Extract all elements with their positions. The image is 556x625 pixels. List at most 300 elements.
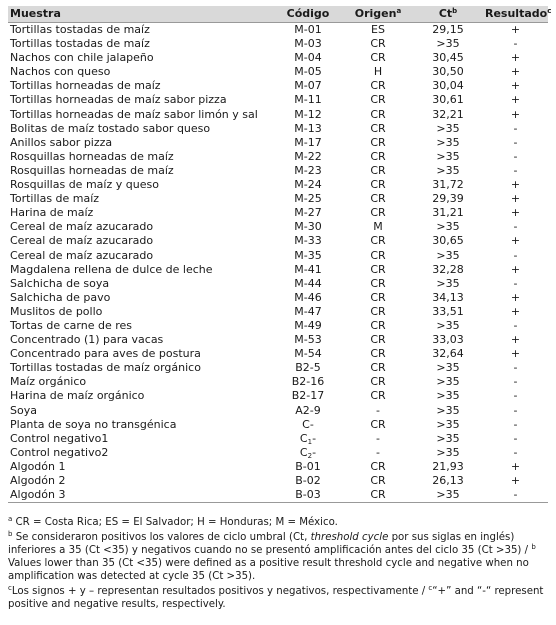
footnote-b-text-1: Se consideraron positivos los valores de ciclo umbral (Ct, — [12, 532, 311, 543]
cell-code-text: M-47 — [294, 304, 322, 318]
cell-origin — [343, 404, 413, 418]
cell-origin-text: H — [373, 65, 383, 79]
cell-ct-text: >35 — [436, 276, 460, 290]
table-row — [8, 446, 548, 460]
cell-ct — [413, 389, 483, 403]
cell-origin-text: CR — [370, 290, 386, 304]
cell-result-text: - — [513, 37, 518, 51]
cell-result-text: - — [513, 488, 518, 502]
cell-code — [273, 361, 343, 375]
cell-code-text: M-46 — [294, 290, 322, 304]
cell-code-text: B-03 — [295, 488, 321, 502]
cell-code-subscript: 2 — [307, 451, 313, 460]
cell-code-text: B-01 — [295, 459, 321, 473]
cell-result-text: + — [510, 459, 521, 473]
cell-code-text: M-13 — [294, 121, 322, 135]
cell-code — [273, 51, 343, 65]
cell-code — [273, 375, 343, 389]
cell-code-text: B2-16 — [291, 375, 325, 389]
cell-result — [483, 446, 548, 460]
cell-result-text: - — [513, 417, 518, 431]
cell-origin-text: M — [373, 220, 383, 234]
cell-origin-text: CR — [370, 459, 386, 473]
cell-code — [273, 319, 343, 333]
cell-ct — [413, 404, 483, 418]
cell-ct-text: 30,50 — [432, 65, 464, 79]
footnote-c — [8, 585, 544, 611]
table-row — [8, 432, 548, 446]
table-header — [8, 6, 552, 23]
cell-ct-text: >35 — [436, 389, 460, 403]
cell-ct — [413, 206, 483, 220]
cell-origin-text: CR — [370, 163, 386, 177]
cell-result — [483, 206, 548, 220]
cell-origin-text: CR — [370, 276, 386, 290]
cell-code — [273, 37, 343, 51]
table-row — [8, 305, 548, 319]
cell-ct-text: 32,64 — [432, 347, 464, 361]
cell-origin — [343, 220, 413, 234]
cell-sample — [8, 65, 273, 79]
cell-origin — [343, 136, 413, 150]
cell-result-text: + — [510, 192, 521, 206]
cell-ct — [413, 418, 483, 432]
header-sample-label: Muestra — [10, 7, 61, 20]
cell-origin-text: CR — [370, 488, 386, 502]
cell-origin — [343, 93, 413, 107]
cell-result — [483, 23, 548, 38]
table-row — [8, 234, 548, 248]
cell-origin — [343, 460, 413, 474]
cell-result — [483, 361, 548, 375]
header-sample — [8, 6, 273, 23]
cell-origin-text: CR — [370, 304, 386, 318]
cell-origin-text: CR — [370, 234, 386, 248]
cell-origin — [343, 37, 413, 51]
cell-ct-text: >35 — [436, 318, 460, 332]
cell-code-text: M-54 — [294, 347, 322, 361]
cell-sample-text: Tortas de carne de res — [10, 318, 133, 332]
cell-sample-text: Algodón 1 — [10, 459, 66, 473]
cell-origin-text: CR — [370, 262, 386, 276]
cell-sample — [8, 234, 273, 248]
cell-sample — [8, 178, 273, 192]
cell-ct-text: >35 — [436, 431, 460, 445]
cell-sample-text: Cereal de maíz azucarado — [10, 248, 154, 262]
cell-result — [483, 249, 548, 263]
table-row — [8, 347, 548, 361]
table-row — [8, 389, 548, 403]
cell-sample — [8, 460, 273, 474]
cell-code-text: M-12 — [294, 107, 322, 121]
cell-ct — [413, 263, 483, 277]
table-row — [8, 164, 548, 178]
cell-origin — [343, 234, 413, 248]
cell-code — [273, 263, 343, 277]
cell-ct — [413, 277, 483, 291]
header-origin-label: Origen — [354, 7, 397, 20]
cell-result-text: - — [513, 276, 518, 290]
cell-result — [483, 164, 548, 178]
cell-result-text: + — [510, 333, 521, 347]
cell-ct-text: >35 — [436, 488, 460, 502]
cell-origin — [343, 319, 413, 333]
cell-origin-text: CR — [370, 347, 386, 361]
cell-result — [483, 474, 548, 488]
cell-sample — [8, 333, 273, 347]
cell-sample-text: Salchicha de soya — [10, 276, 110, 290]
cell-sample — [8, 305, 273, 319]
table-row — [8, 108, 548, 122]
cell-result — [483, 234, 548, 248]
cell-ct — [413, 37, 483, 51]
cell-origin — [343, 418, 413, 432]
cell-origin — [343, 164, 413, 178]
footnote-a-mark: a — [8, 515, 13, 523]
cell-sample-text: Rosquillas de maíz y queso — [10, 178, 159, 192]
cell-code-subscript: 1 — [307, 437, 313, 446]
table-row — [8, 79, 548, 93]
cell-code-text: M-05 — [294, 65, 322, 79]
footnote-c-mark-2: c — [428, 584, 433, 592]
cell-result-text: - — [513, 248, 518, 262]
cell-result — [483, 418, 548, 432]
cell-ct-text: >35 — [436, 403, 460, 417]
cell-code — [273, 347, 343, 361]
cell-ct-text: >35 — [436, 149, 460, 163]
cell-sample — [8, 79, 273, 93]
cell-result-text: + — [510, 347, 521, 361]
header-ct-label: Ct — [438, 7, 453, 20]
cell-result-text: - — [513, 163, 518, 177]
cell-result-text: - — [513, 375, 518, 389]
cell-code — [273, 150, 343, 164]
cell-sample — [8, 347, 273, 361]
cell-origin — [343, 375, 413, 389]
cell-result — [483, 375, 548, 389]
cell-ct-text: 33,03 — [432, 333, 464, 347]
cell-origin-text: ES — [371, 23, 385, 36]
cell-ct — [413, 150, 483, 164]
cell-result-text: - — [513, 121, 518, 135]
cell-code-text: B2-17 — [291, 389, 325, 403]
cell-origin-text: - — [376, 445, 380, 459]
cell-code-text: M-30 — [294, 220, 322, 234]
cell-sample — [8, 263, 273, 277]
cell-sample — [8, 319, 273, 333]
cell-origin-text: CR — [370, 37, 386, 51]
cell-ct — [413, 136, 483, 150]
cell-result-text: - — [513, 403, 518, 417]
cell-sample-text: Salchicha de pavo — [10, 290, 111, 304]
cell-code-text: B-02 — [295, 474, 321, 487]
cell-origin-text: CR — [370, 149, 386, 163]
cell-ct-text: 30,45 — [432, 51, 464, 65]
cell-sample-text: Planta de soya no transgénica — [10, 417, 177, 431]
cell-code-text: M-03 — [294, 37, 322, 51]
cell-code-text: M-35 — [294, 248, 322, 262]
cell-origin — [343, 389, 413, 403]
cell-result-text: + — [510, 474, 521, 487]
cell-code-text: C — [299, 431, 308, 445]
cell-result-text: - — [513, 431, 518, 445]
cell-code — [273, 460, 343, 474]
cell-code-text: M-01 — [294, 23, 322, 36]
cell-code — [273, 122, 343, 136]
cell-sample-text: Magdalena rellena de dulce de leche — [10, 262, 213, 276]
table-row — [8, 206, 548, 220]
cell-sample-text: Rosquillas horneadas de maíz — [10, 149, 174, 163]
cell-code — [273, 234, 343, 248]
cell-sample — [8, 277, 273, 291]
cell-sample — [8, 291, 273, 305]
table-row — [8, 333, 548, 347]
cell-sample — [8, 37, 273, 51]
table-row — [8, 192, 548, 206]
cell-ct — [413, 347, 483, 361]
cell-origin — [343, 333, 413, 347]
cell-result-text: + — [510, 65, 521, 79]
cell-ct — [413, 234, 483, 248]
cell-ct-text: 29,15 — [432, 23, 464, 36]
cell-origin-text: CR — [370, 51, 386, 65]
cell-origin-text: CR — [370, 121, 386, 135]
cell-sample-text: Maíz orgánico — [10, 375, 87, 389]
cell-sample-text: Concentrado (1) para vacas — [10, 333, 164, 347]
cell-code-text: M-25 — [294, 192, 322, 206]
cell-origin — [343, 206, 413, 220]
cell-code-text: C — [299, 445, 308, 459]
cell-sample — [8, 375, 273, 389]
cell-origin — [343, 361, 413, 375]
cell-ct-text: >35 — [436, 417, 460, 431]
cell-sample-text: Tortillas tostadas de maíz — [10, 37, 150, 51]
cell-origin — [343, 79, 413, 93]
cell-code — [273, 432, 343, 446]
cell-ct — [413, 460, 483, 474]
cell-sample — [8, 488, 273, 503]
cell-code-text: C- — [302, 417, 314, 431]
table-row — [8, 291, 548, 305]
table-row — [8, 361, 548, 375]
cell-origin-text: CR — [370, 318, 386, 332]
cell-sample — [8, 164, 273, 178]
cell-ct-text: 30,04 — [432, 79, 464, 93]
cell-code — [273, 164, 343, 178]
cell-origin — [343, 51, 413, 65]
cell-sample-text: Cereal de maíz azucarado — [10, 220, 154, 234]
cell-code-text: A2-9 — [295, 403, 321, 417]
cell-result — [483, 488, 548, 503]
cell-result — [483, 37, 548, 51]
cell-result — [483, 305, 548, 319]
cell-origin — [343, 178, 413, 192]
cell-ct — [413, 108, 483, 122]
cell-result — [483, 263, 548, 277]
table-row — [8, 404, 548, 418]
header-result-label: Resultado — [485, 7, 548, 20]
header-row — [8, 6, 548, 23]
table-row — [8, 93, 548, 107]
table-row — [8, 418, 548, 432]
cell-ct-text: >35 — [436, 121, 460, 135]
cell-sample — [8, 150, 273, 164]
table-row — [8, 220, 548, 234]
cell-sample-text: Muslitos de pollo — [10, 304, 103, 318]
cell-sample-text: Algodón 2 — [10, 474, 66, 487]
table-row — [8, 65, 548, 79]
header-origin-footnote-mark: a — [396, 7, 402, 15]
cell-origin-text: - — [376, 431, 380, 445]
cell-sample — [8, 23, 273, 38]
cell-code-text: M-27 — [294, 206, 322, 220]
cell-result — [483, 220, 548, 234]
cell-result — [483, 136, 548, 150]
header-result — [483, 6, 552, 23]
table-row — [8, 249, 548, 263]
cell-code — [273, 93, 343, 107]
table-row — [8, 277, 548, 291]
cell-ct-text: >35 — [436, 37, 460, 51]
cell-code-text: M-44 — [294, 276, 322, 290]
header-code — [273, 6, 343, 23]
table-row — [8, 488, 548, 503]
cell-code-text: M-22 — [294, 149, 322, 163]
cell-result — [483, 65, 548, 79]
cell-origin-text: CR — [370, 107, 386, 121]
cell-result-text: + — [510, 51, 521, 65]
cell-code-text: M-23 — [294, 163, 322, 177]
cell-ct — [413, 361, 483, 375]
cell-result-text: + — [510, 93, 521, 107]
cell-ct — [413, 51, 483, 65]
cell-code — [273, 178, 343, 192]
cell-ct — [413, 79, 483, 93]
cell-sample — [8, 418, 273, 432]
cell-sample — [8, 108, 273, 122]
cell-ct-text: 31,21 — [432, 206, 464, 220]
cell-ct-text: 34,13 — [432, 290, 464, 304]
cell-ct — [413, 220, 483, 234]
cell-ct-text: 32,28 — [432, 262, 464, 276]
cell-result-text: + — [510, 234, 521, 248]
cell-ct — [413, 249, 483, 263]
cell-sample-text: Tortillas tostadas de maíz orgánico — [10, 361, 201, 375]
cell-ct — [413, 93, 483, 107]
table-body — [8, 23, 548, 503]
table-row — [8, 178, 548, 192]
cell-ct-text: >35 — [436, 248, 460, 262]
cell-origin — [343, 150, 413, 164]
cell-ct-text: 32,21 — [432, 107, 464, 121]
table-row — [8, 474, 548, 488]
cell-result-text: - — [513, 135, 518, 149]
cell-result-text: + — [510, 79, 521, 93]
table-row — [8, 263, 548, 277]
cell-sample-text: Nachos con queso — [10, 65, 111, 79]
cell-code — [273, 192, 343, 206]
cell-code — [273, 206, 343, 220]
cell-ct — [413, 178, 483, 192]
cell-ct-text: >35 — [436, 220, 460, 234]
cell-origin — [343, 446, 413, 460]
cell-origin — [343, 347, 413, 361]
cell-ct — [413, 488, 483, 503]
cell-origin — [343, 488, 413, 503]
cell-origin — [343, 108, 413, 122]
cell-result — [483, 51, 548, 65]
cell-result — [483, 291, 548, 305]
cell-result — [483, 319, 548, 333]
cell-sample-text: Cereal de maíz azucarado — [10, 234, 154, 248]
cell-sample-text: Bolitas de maíz tostado sabor queso — [10, 121, 211, 135]
footnote-b-text-3: Values lower than 35 (Ct <35) were defined as a positive result threshold cycle and negative when no amplification was detected at cycle 35 (Ct >35). — [8, 558, 529, 582]
cell-result-text: + — [510, 206, 521, 220]
cell-result — [483, 460, 548, 474]
cell-sample — [8, 206, 273, 220]
cell-result — [483, 347, 548, 361]
header-ct-footnote-mark: b — [452, 7, 458, 15]
cell-result-text: - — [513, 445, 518, 459]
cell-ct — [413, 305, 483, 319]
cell-sample — [8, 404, 273, 418]
cell-sample — [8, 51, 273, 65]
cell-ct-text: 31,72 — [432, 178, 464, 192]
cell-result-text: + — [510, 178, 521, 192]
cell-result — [483, 108, 548, 122]
cell-code — [273, 474, 343, 488]
cell-result — [483, 150, 548, 164]
cell-result-text: + — [510, 262, 521, 276]
cell-result — [483, 93, 548, 107]
cell-sample-text: Nachos con chile jalapeño — [10, 51, 154, 65]
table-footnotes — [8, 516, 544, 611]
cell-result-text: - — [513, 149, 518, 163]
cell-sample — [8, 249, 273, 263]
cell-sample-text: Tortillas tostadas de maíz — [10, 23, 150, 36]
cell-code — [273, 249, 343, 263]
cell-code-suffix: - — [312, 445, 317, 459]
cell-sample — [8, 136, 273, 150]
cell-code — [273, 305, 343, 319]
cell-sample-text: Tortillas horneadas de maíz — [10, 79, 161, 93]
cell-sample — [8, 446, 273, 460]
footnote-b — [8, 531, 544, 583]
cell-ct — [413, 192, 483, 206]
cell-origin-text: CR — [370, 361, 386, 375]
results-table — [8, 6, 552, 503]
cell-ct — [413, 333, 483, 347]
cell-ct-text: 30,61 — [432, 93, 464, 107]
cell-code-text: B2-5 — [295, 361, 321, 375]
cell-code — [273, 404, 343, 418]
cell-origin-text: CR — [370, 192, 386, 206]
cell-ct-text: >35 — [436, 445, 460, 459]
cell-origin — [343, 249, 413, 263]
cell-ct — [413, 291, 483, 305]
cell-origin — [343, 23, 413, 38]
cell-origin — [343, 432, 413, 446]
cell-result-text: + — [510, 107, 521, 121]
cell-ct — [413, 446, 483, 460]
cell-ct-text: 33,51 — [432, 304, 464, 318]
cell-ct-text: >35 — [436, 361, 460, 375]
cell-sample-text: Tortillas horneadas de maíz sabor limón y sal — [10, 107, 258, 121]
cell-ct-text: 30,65 — [432, 234, 464, 248]
cell-result — [483, 192, 548, 206]
table-row — [8, 319, 548, 333]
cell-origin — [343, 65, 413, 79]
